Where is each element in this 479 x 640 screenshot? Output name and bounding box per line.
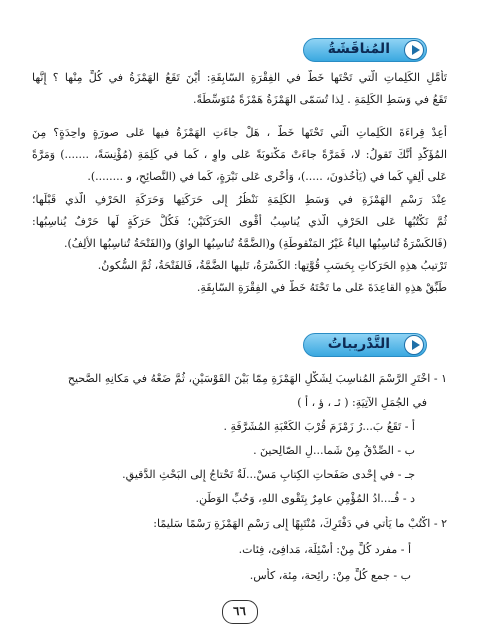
exercise-instruction: في الجُمَلِ الآتِيَةِ: ( ئـ ، ؤ ، أ ) <box>297 396 427 409</box>
discussion-title: المُناقَشَةُ <box>327 41 390 57</box>
discussion-line: أَعِدْ قِراءَةَ الكَلِماتِ الَّتي تَحْتَها خَطٌّ ، هَلْ جاءَتِ الهَمْزَةُ فيها عَلى صورَةٍ واحِدَةٍ؟ مِنَ <box>32 126 447 139</box>
discussion-line: (فَالكَسْرَةُ تُناسِبُها الياءُ غَيْرُ المَنْقوطَةِ) و(الضَّمَّةُ تُناسِبُها الواوُ) و(الفَتْحَةُ تُناسِبُها الأَلِفُ). <box>64 237 447 250</box>
discussion-line: المُؤَكَّدِ أَنَّكَ تَقولُ: لا، فَمَرَّةً جاءَتْ مَكْتوبَةً عَلى واوٍ ، كَما في كَلِمَةِ (مُؤْنِسَةً، .......) وَمَرَّةً <box>32 148 447 161</box>
exercises-header <box>303 333 427 357</box>
play-icon <box>404 335 424 355</box>
discussion-header <box>303 38 427 62</box>
discussion-line: عِنْدَ رَسْمِ الهَمْزَةِ في وَسَطِ الكَلِمَةِ نَنْظُرُ إِلى حَرَكَتِها وَحَرَكَةِ الحَرْفِ الَّذي قَبْلَها؛ <box>32 193 447 206</box>
exercise-item: د - فُـ...ادُ المُؤْمِنِ عامِرٌ بِتَقْوى اللهِ، وَحُبِّ الوَطَنِ. <box>195 492 415 505</box>
exercise-item: ب - جمع كُلٍّ مِنْ: رائِحة، مِئة، كأس. <box>249 569 411 582</box>
discussion-line: ثُمَّ نَكْتُبُها عَلى الحَرْفِ الَّذي يُناسِبُ أَقْوى الحَرَكَتَيْنِ؛ فَكُلُّ حَرَكَةٍ لَها حَرْفٌ يُناسِبُها: <box>32 215 447 228</box>
discussion-line: تَقَعُ في وَسَطِ الكَلِمَةِ . لِذا تُسَمّى الهَمْزَةُ هَمْزَةً مُتَوَسِّطَةً. <box>193 93 447 106</box>
discussion-line: عَلى أَلِفٍ كَما في (يَأْخُذونَ، .....)، وَأُخْرى عَلى نَبْرَةٍ، كَما في (النَّصائِحِ، و ........). <box>87 170 447 183</box>
exercise-item: أ - مفرد كُلٍّ مِنْ: أَسْئِلَة، مَدافِئ، فِئات. <box>238 543 411 556</box>
exercise-question: ٢ - اكْتُبْ ما يَأْتي في دَفْتَرِكَ، مُنْتَبِهًا إِلى رَسْمِ الهَمْزَةِ رَسْمًا سَليمًا: <box>153 517 447 530</box>
discussion-line: طَبِّقْ هذِهِ القاعِدَةَ عَلى ما تَحْتَهُ خَطٌّ في الفِقْرَةِ السّابِقَةِ. <box>196 281 447 294</box>
discussion-line: تَرْتيبُ هذِهِ الحَرَكاتِ بِحَسَبِ قُوَّتِها: الكَسْرَةُ، تَليها الضَّمَّةُ، فَالفَتْحَةُ، ثُمَّ السُّكونُ. <box>97 259 447 272</box>
exercise-item: ب - الصِّدْقُ مِنْ شَما...لِ الصّالِحينَ . <box>253 444 415 457</box>
exercise-item: أ - تَقَعُ بَ...رُ زَمْزَمَ قُرْبَ الكَعْبَةِ المُشَرَّفَةِ . <box>223 420 415 433</box>
discussion-line: تَأَمَّلِ الكَلِماتِ الَّتي تَحْتَها خَطٌّ في الفِقْرَةِ السّابِقَةِ: أَيْنَ تَقَعُ الهَمْزَةُ في كُلٍّ مِنْها ؟ إِنَّها <box>32 71 447 84</box>
exercise-item: جـ - في إِحْدى صَفَحاتِ الكِتابِ مَسْ...لَةٌ تَحْتاجُ إِلى البَحْثِ الدَّقيقِ. <box>122 468 415 481</box>
exercises-title: التَّدْريباتُ <box>327 336 390 352</box>
page-number: ٦٦ <box>222 600 258 624</box>
exercise-question: ١ - اخْتَرِ الرَّسْمَ المُناسِبَ لِشَكْلِ الهَمْزَةِ مِمّا بَيْنَ القَوْسَيْنِ، ثُمَّ ضَعْهُ في مَكانِهِ الصَّحيحِ <box>67 372 447 385</box>
play-icon <box>404 40 424 60</box>
